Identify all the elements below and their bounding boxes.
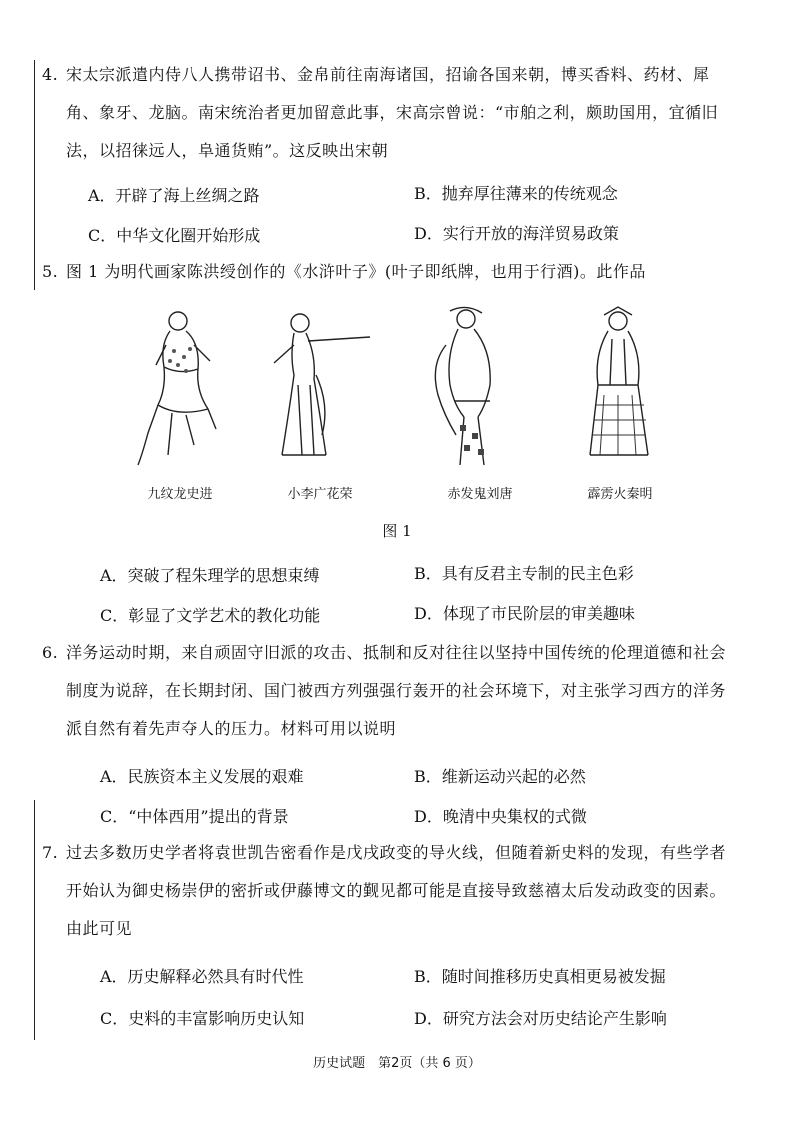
figure-caption-qin-ming: 霹雳火秦明	[587, 487, 653, 502]
question-5-option-d[interactable]: D．体现了市民阶层的审美趣味	[414, 604, 635, 623]
figure-liu-tang-drawing	[420, 305, 540, 475]
question-7-text: 过去多数历史学者将袁世凯告密看作是戊戌政变的导火线，但随着新史料的发现，有些学者开始认为御史杨崇伊的密折或伊藤博文的觐见都可能是直接导致慈禧太后发动政变的因素。由此可见	[66, 843, 727, 938]
question-5-option-a[interactable]: A．突破了程朱理学的思想束缚	[100, 566, 320, 585]
figure-1-illustrations	[120, 305, 680, 505]
question-7-option-c[interactable]: C．史料的丰富影响历史认知	[100, 1009, 305, 1028]
question-4-option-a[interactable]: A．开辟了海上丝绸之路	[88, 186, 260, 205]
question-7-option-a[interactable]: A．历史解释必然具有时代性	[100, 967, 304, 986]
question-4-option-c[interactable]: C．中华文化圈开始形成	[88, 226, 261, 245]
question-6-option-a[interactable]: A．民族资本主义发展的艰难	[100, 767, 304, 786]
figure-hua-rong	[260, 305, 380, 505]
question-6-number: 6.	[42, 643, 59, 662]
figure-qin-ming	[560, 305, 680, 505]
question-6-stem	[42, 634, 736, 748]
question-5-option-b[interactable]: B．具有反君主专制的民主色彩	[414, 564, 634, 583]
figure-caption-liu-tang: 赤发鬼刘唐	[447, 487, 513, 502]
question-6-option-c[interactable]: C．“中体西用”提出的背景	[100, 807, 289, 826]
question-7-option-d[interactable]: D．研究方法会对历史结论产生影响	[414, 1009, 667, 1028]
figure-shi-jin-drawing	[120, 305, 240, 475]
question-7-stem	[42, 834, 736, 948]
question-5-stem	[42, 253, 736, 291]
question-7-number: 7.	[42, 843, 59, 862]
page-footer: 历史试题 第2页（共 6 页）	[313, 1056, 481, 1071]
figure-caption-shi-jin: 九纹龙史进	[147, 487, 213, 502]
question-4-number: 4.	[42, 65, 59, 84]
left-margin-line-bottom	[34, 800, 35, 1040]
question-6-text: 洋务运动时期，来自顽固守旧派的攻击、抵制和反对往往以坚持中国传统的伦理道德和社会制度为说辞，在长期封闭、国门被西方列强强行轰开的社会环境下，对主张学习西方的洋务派自然有着先声夺人的压力。材料可用以说明	[66, 643, 727, 738]
figure-hua-rong-drawing	[260, 305, 380, 475]
figure-liu-tang	[420, 305, 540, 505]
question-4-text: 宋太宗派遣内侍八人携带诏书、金帛前往南海诸国，招谕各国来朝，博买香料、药材、犀角、象牙、龙脑。南宋统治者更加留意此事，宋高宗曾说：“市舶之利，颇助国用，宜循旧法，以招徕远人，阜通货贿”。这反映出宋朝	[66, 65, 719, 160]
question-5-text: 图 1 为明代画家陈洪绶创作的《水浒叶子》(叶子即纸牌，也用于行酒)。此作品	[66, 262, 646, 281]
left-margin-line-top	[34, 60, 35, 290]
question-4-option-d[interactable]: D．实行开放的海洋贸易政策	[414, 224, 619, 243]
figure-caption-hua-rong: 小李广花荣	[287, 487, 353, 502]
question-5-option-c[interactable]: C．彰显了文学艺术的教化功能	[100, 606, 321, 625]
question-4-stem	[42, 56, 736, 170]
question-4-option-b[interactable]: B．抛弃厚往薄来的传统观念	[414, 184, 618, 203]
figure-shi-jin	[120, 305, 240, 505]
figure-1-label: 图 1	[382, 522, 412, 540]
question-7-option-b[interactable]: B．随时间推移历史真相更易被发掘	[414, 967, 666, 986]
question-5-number: 5.	[42, 262, 59, 281]
question-6-option-d[interactable]: D．晚清中央集权的式微	[414, 807, 587, 826]
question-6-option-b[interactable]: B．维新运动兴起的必然	[414, 767, 586, 786]
figure-qin-ming-drawing	[560, 305, 680, 475]
